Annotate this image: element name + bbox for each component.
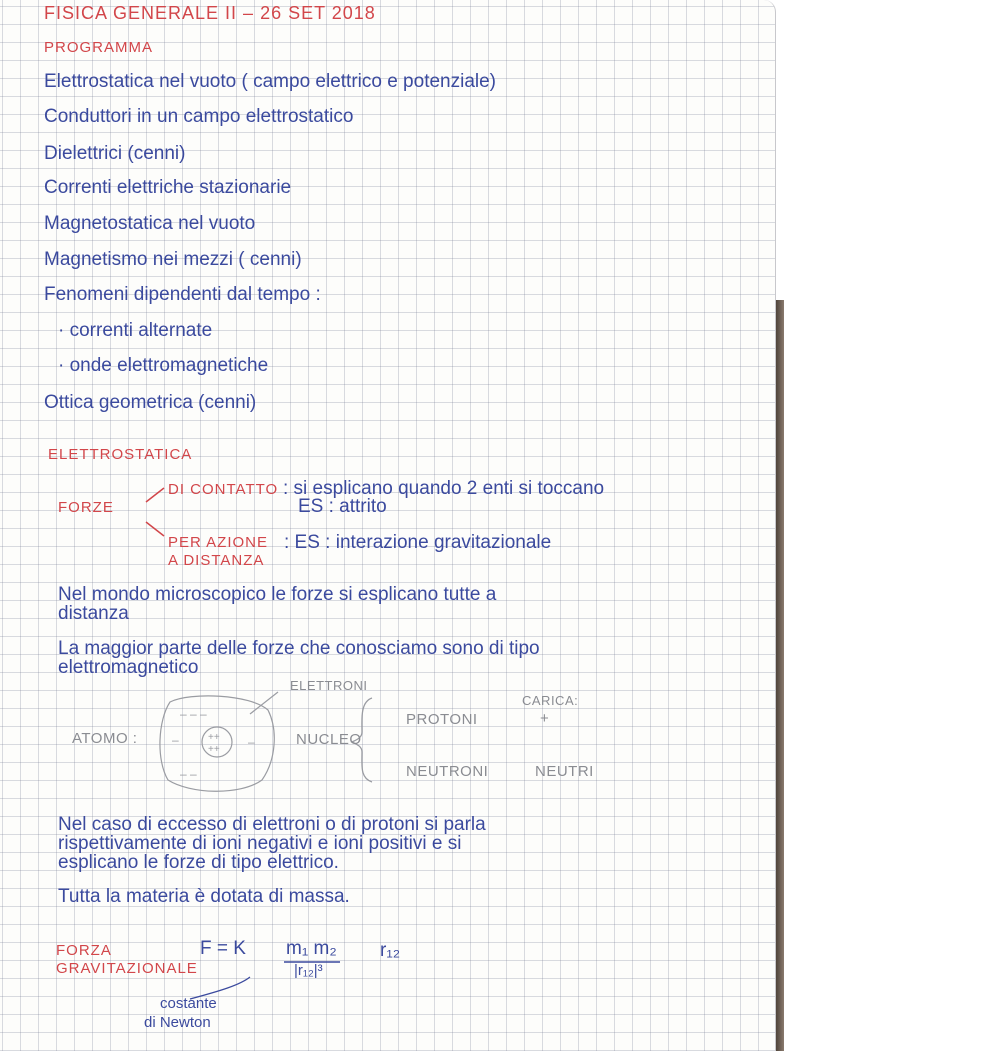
paragraph-line: elettromagnetico <box>58 657 199 678</box>
paragraph-line: rispettivamente di ioni negativi e ioni positivi e si <box>58 833 462 854</box>
azione-label-1: PER AZIONE <box>168 534 269 551</box>
paragraph-line: Nel mondo microscopico le forze si esplicano tutte a <box>58 584 497 605</box>
costante-note: costante <box>160 995 217 1012</box>
azione-label-2: A DISTANZA <box>168 552 265 569</box>
paragraph-line: La maggior parte delle forze che conosciamo sono di tipo <box>58 638 540 659</box>
forza-label: FORZA <box>56 942 112 959</box>
programma-item: Conduttori in un campo elettrostatico <box>44 106 354 127</box>
page-title: FISICA GENERALE II – 26 SET 2018 <box>44 3 376 23</box>
svg-text:–: – <box>248 735 255 749</box>
svg-text:– – –: – – – <box>180 707 207 721</box>
svg-text:++: ++ <box>208 732 220 743</box>
elettrostatica-heading: ELETTROSTATICA <box>48 446 193 463</box>
programma-item: Dielettrici (cenni) <box>44 143 186 164</box>
paragraph-line: Nel caso di eccesso di elettroni o di protoni si parla <box>58 814 486 835</box>
programma-item: Elettrostatica nel vuoto ( campo elettrico e potenziale) <box>44 71 497 92</box>
svg-text:–: – <box>172 733 179 747</box>
programma-subitem: · onde elettromagnetiche <box>58 355 269 376</box>
carica-label: CARICA: <box>522 693 579 708</box>
elettroni-label: ELETTRONI <box>290 678 368 693</box>
programma-item: Ottica geometrica (cenni) <box>44 392 257 413</box>
gravitazionale-label: GRAVITAZIONALE <box>56 960 198 977</box>
contatto-example: ES : attrito <box>298 496 387 517</box>
programma-item: Magnetismo nei mezzi ( cenni) <box>44 249 302 270</box>
azione-text: : ES : interazione gravitazionale <box>284 532 552 553</box>
newton-note: di Newton <box>144 1014 211 1031</box>
formula-lhs: F = K <box>200 938 246 959</box>
contatto-label: DI CONTATTO <box>168 481 279 498</box>
neutroni-label: NEUTRONI <box>406 763 489 780</box>
programma-item: Correnti elettriche stazionarie <box>44 177 292 198</box>
carica-neutroni: NEUTRI <box>535 763 594 780</box>
paragraph-line: Tutta la materia è dotata di massa. <box>58 886 350 907</box>
carica-protoni: + <box>540 710 550 727</box>
paragraph-line: distanza <box>58 603 129 624</box>
contatto-text: : si esplicano quando 2 enti si toccano <box>283 478 605 499</box>
atomo-label: ATOMO : <box>72 730 138 747</box>
programma-item: Fenomeni dipendenti dal tempo : <box>44 284 321 305</box>
formula-denominator: |r₁₂|³ <box>294 962 323 979</box>
formula-vector: r₁₂ <box>380 940 401 961</box>
programma-heading: PROGRAMMA <box>44 39 154 56</box>
paragraph-line: esplicano le forze di tipo elettrico. <box>58 852 339 873</box>
svg-text:++: ++ <box>208 744 220 755</box>
programma-item: Magnetostatica nel vuoto <box>44 213 256 234</box>
forze-label: FORZE <box>58 499 114 516</box>
svg-text:– –: – – <box>180 767 197 781</box>
programma-subitem: · correnti alternate <box>58 320 213 341</box>
protoni-label: PROTONI <box>406 711 478 728</box>
nucleo-label: NUCLEO <box>296 731 362 748</box>
formula-numerator: m₁ m₂ <box>286 938 337 959</box>
forze-branch-arrows <box>140 480 170 540</box>
